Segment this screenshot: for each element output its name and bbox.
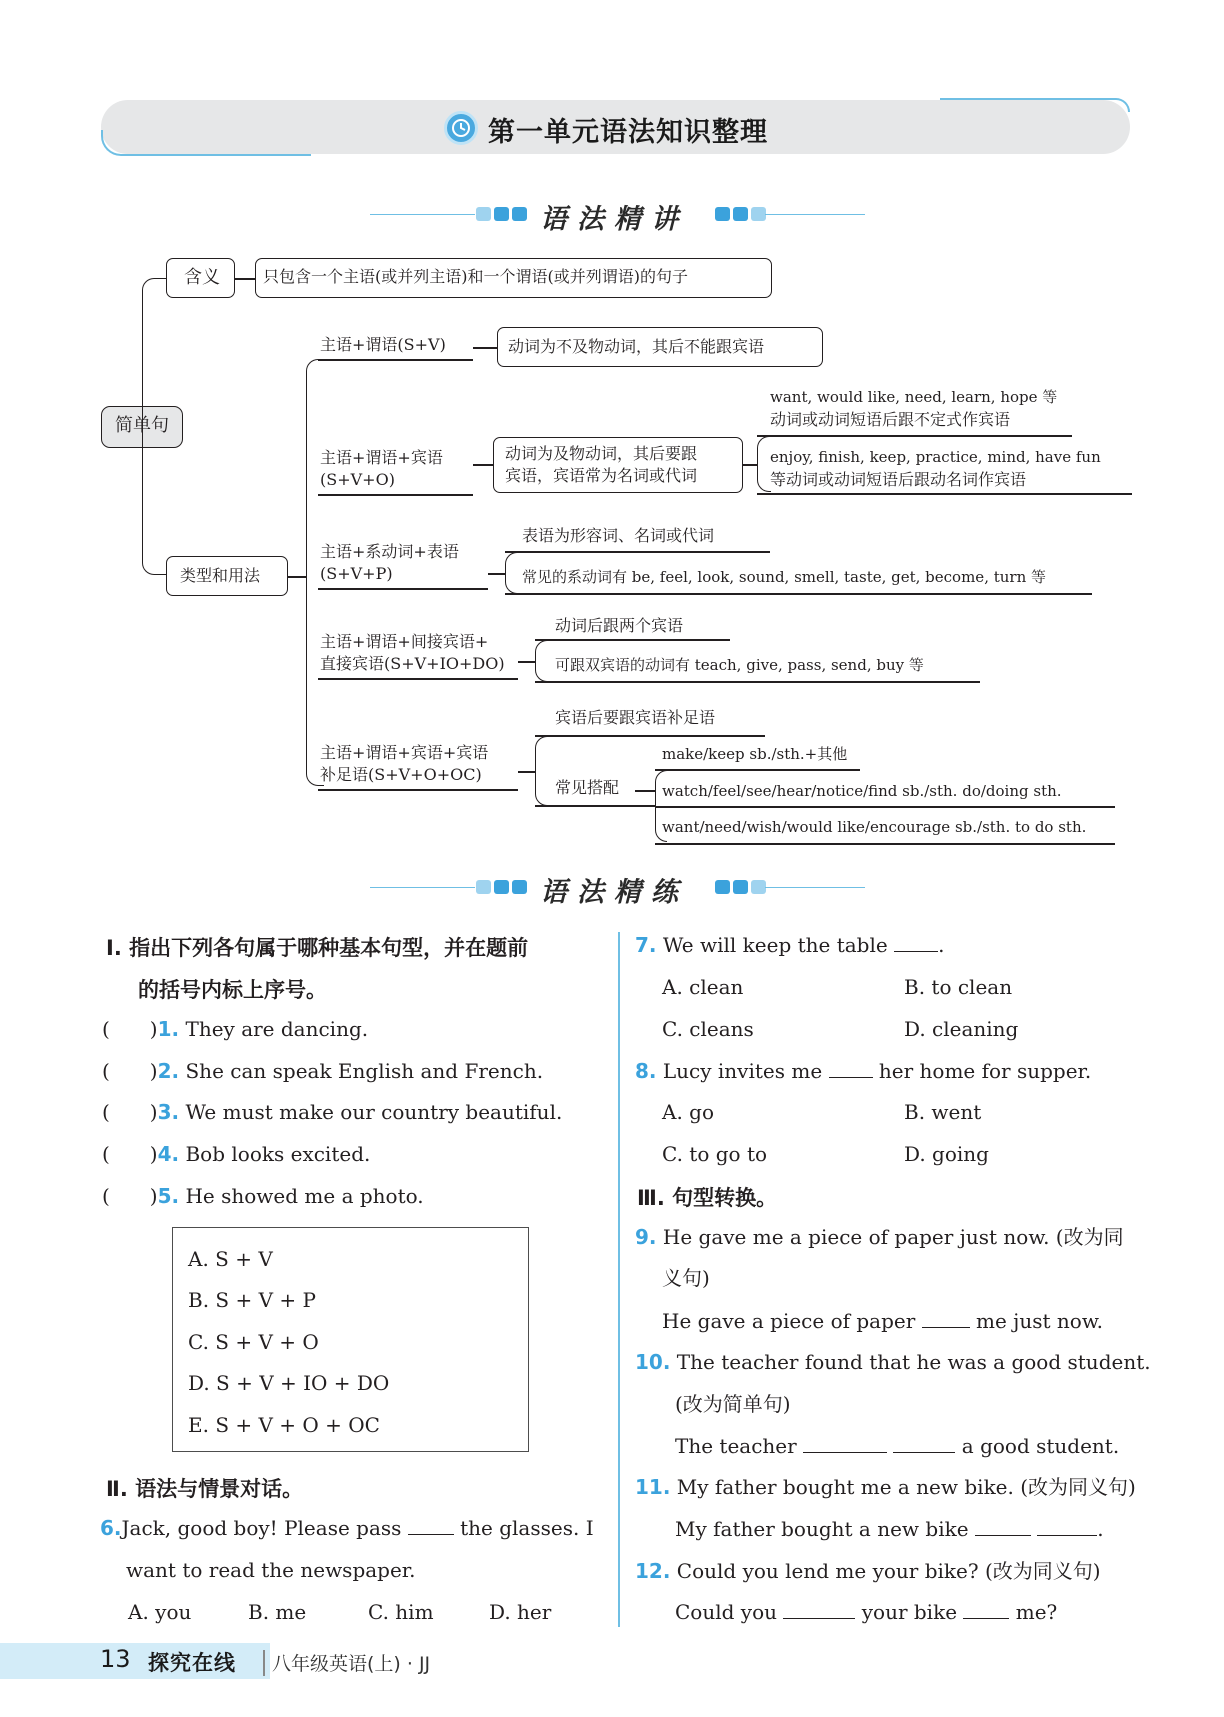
type-svo-sub1-b: 动词或动词短语后跟不定式作宾语 [770, 410, 1011, 429]
meaning-text: 只包含一个主语(或并列主语)和一个谓语(或并列谓语)的句子 [263, 267, 688, 286]
decor-dots-icon [476, 880, 527, 894]
type-svoc-note-1: 宾语后要跟宾语补足语 [555, 708, 716, 727]
clock-icon [444, 111, 478, 145]
q6-option-d: D. her [489, 1600, 552, 1624]
q8-option-a: A. go [662, 1100, 715, 1124]
pattern-option: B. S + V + P [188, 1288, 316, 1312]
type-svoo-label-2: 直接宾语(S+V+IO+DO) [320, 654, 505, 673]
part1-heading-2: 的括号内标上序号。 [138, 978, 327, 1002]
type-svp-note-1: 表语为形容词、名词或代词 [522, 526, 715, 545]
type-svoo-note-1: 动词后跟两个宾语 [555, 616, 684, 635]
section-header-explain [370, 197, 865, 233]
question-7: 7. We will keep the table . [635, 933, 945, 957]
type-svoo-label-1: 主语+谓语+间接宾语+ [320, 632, 489, 651]
type-svoc-combo-2: watch/feel/see/hear/notice/find sb./sth. do/doing sth. [662, 782, 1062, 800]
column-divider [618, 932, 620, 1627]
mindmap-root: 简单句 [101, 406, 183, 448]
q7-option-b: B. to clean [904, 975, 1013, 999]
meaning-label: 含义 [184, 267, 220, 288]
q7-option-a: A. clean [662, 975, 744, 999]
decor-dots-icon [715, 207, 766, 221]
type-svo-label-2: (S+V+O) [320, 470, 395, 489]
type-svoc-label-1: 主语+谓语+宾语+宾语 [320, 743, 489, 762]
question-12: 12. Could you lend me your bike? (改为同义句) [635, 1559, 1101, 1583]
type-svoc-common: 常见搭配 [555, 778, 620, 797]
type-svoo-note-2: 可跟双宾语的动词有 teach, give, pass, send, buy 等 [555, 656, 924, 674]
question-12-answer: Could you your bike me? [675, 1600, 1058, 1624]
question-10-cont: (改为简单句) [675, 1392, 791, 1416]
question-9-answer: He gave a piece of paper me just now. [662, 1309, 1103, 1333]
footer-book-title: 八年级英语(上) · JJ [272, 1653, 431, 1675]
page-title: 第一单元语法知识整理 [488, 117, 768, 148]
q8-option-c: C. to go to [662, 1142, 768, 1166]
q8-option-d: D. going [904, 1142, 989, 1166]
type-sv-note: 动词为不及物动词，其后不能跟宾语 [508, 337, 765, 356]
q7-option-d: D. cleaning [904, 1017, 1019, 1041]
part1-heading-1: Ⅰ. 指出下列各句属于哪种基本句型，并在题前 [106, 936, 529, 960]
banner-decor-line [101, 130, 311, 156]
q6-option-a: A. you [128, 1600, 192, 1624]
type-svoc-combo-3: want/need/wish/would like/encourage sb./sth. to do sth. [662, 818, 1087, 836]
question-10: 10. The teacher found that he was a good student. [635, 1350, 1151, 1374]
q6-option-c: C. him [368, 1600, 434, 1624]
footer-brand: 探究在线 [148, 1651, 236, 1675]
type-svp-note-2: 常见的系动词有 be, feel, look, sound, smell, taste, get, become, turn 等 [522, 568, 1047, 586]
type-svp-label-1: 主语+系动词+表语 [320, 542, 459, 561]
pattern-option: C. S + V + O [188, 1330, 319, 1354]
exercise-item: ( )1. They are dancing. [102, 1017, 369, 1041]
q7-option-c: C. cleans [662, 1017, 754, 1041]
page-number: 13 [100, 1645, 131, 1673]
type-svo-note-2: 宾语，宾语常为名词或代词 [505, 466, 698, 485]
type-svo-sub2-b: 等动词或动词短语后跟动名词作宾语 [770, 470, 1027, 489]
exercise-item: ( )3. We must make our country beautiful. [102, 1100, 563, 1124]
q6-option-b: B. me [248, 1600, 307, 1624]
part3-heading: Ⅲ. 句型转换。 [637, 1186, 778, 1210]
type-svo-label-1: 主语+谓语+宾语 [320, 448, 443, 467]
question-9: 9. He gave me a piece of paper just now. (改为同 [635, 1225, 1124, 1249]
pattern-option: D. S + V + IO + DO [188, 1371, 390, 1395]
question-6: 6.Jack, good boy! Please pass the glasses. I [100, 1516, 594, 1540]
part2-heading: Ⅱ. 语法与情景对话。 [106, 1477, 304, 1501]
question-10-answer: The teacher a good student. [675, 1434, 1120, 1458]
type-svo-sub1-a: want, would like, need, learn, hope 等 [770, 388, 1058, 406]
question-11-answer: My father bought a new bike . [675, 1517, 1104, 1541]
section-title: 语法精讲 [540, 204, 688, 235]
section-header-practice [370, 870, 865, 906]
footer-divider [263, 1650, 265, 1676]
question-9-cont: 义句) [662, 1266, 710, 1290]
type-svp-label-2: (S+V+P) [320, 564, 393, 583]
type-sv-label: 主语+谓语(S+V) [320, 335, 446, 354]
pattern-option: E. S + V + O + OC [188, 1413, 380, 1437]
type-svoc-combo-1: make/keep sb./sth.+其他 [662, 745, 848, 763]
question-8: 8. Lucy invites me her home for supper. [635, 1059, 1092, 1083]
type-svo-sub2-a: enjoy, finish, keep, practice, mind, have fun [770, 448, 1101, 466]
decor-dots-icon [715, 880, 766, 894]
exercise-item: ( )2. She can speak English and French. [102, 1059, 544, 1083]
banner-decor-line [940, 98, 1130, 112]
types-label: 类型和用法 [180, 566, 261, 585]
type-svo-note-1: 动词为及物动词，其后要跟 [505, 444, 698, 463]
question-6-cont: want to read the newspaper. [126, 1558, 416, 1582]
type-svoc-label-2: 补足语(S+V+O+OC) [320, 765, 482, 784]
exercise-item: ( )4. Bob looks excited. [102, 1142, 371, 1166]
exercise-item: ( )5. He showed me a photo. [102, 1184, 424, 1208]
question-11: 11. My father bought me a new bike. (改为同义句) [635, 1475, 1136, 1499]
pattern-option: A. S + V [188, 1247, 273, 1271]
q8-option-b: B. went [904, 1100, 982, 1124]
section-title: 语法精练 [540, 877, 688, 908]
decor-dots-icon [476, 207, 527, 221]
